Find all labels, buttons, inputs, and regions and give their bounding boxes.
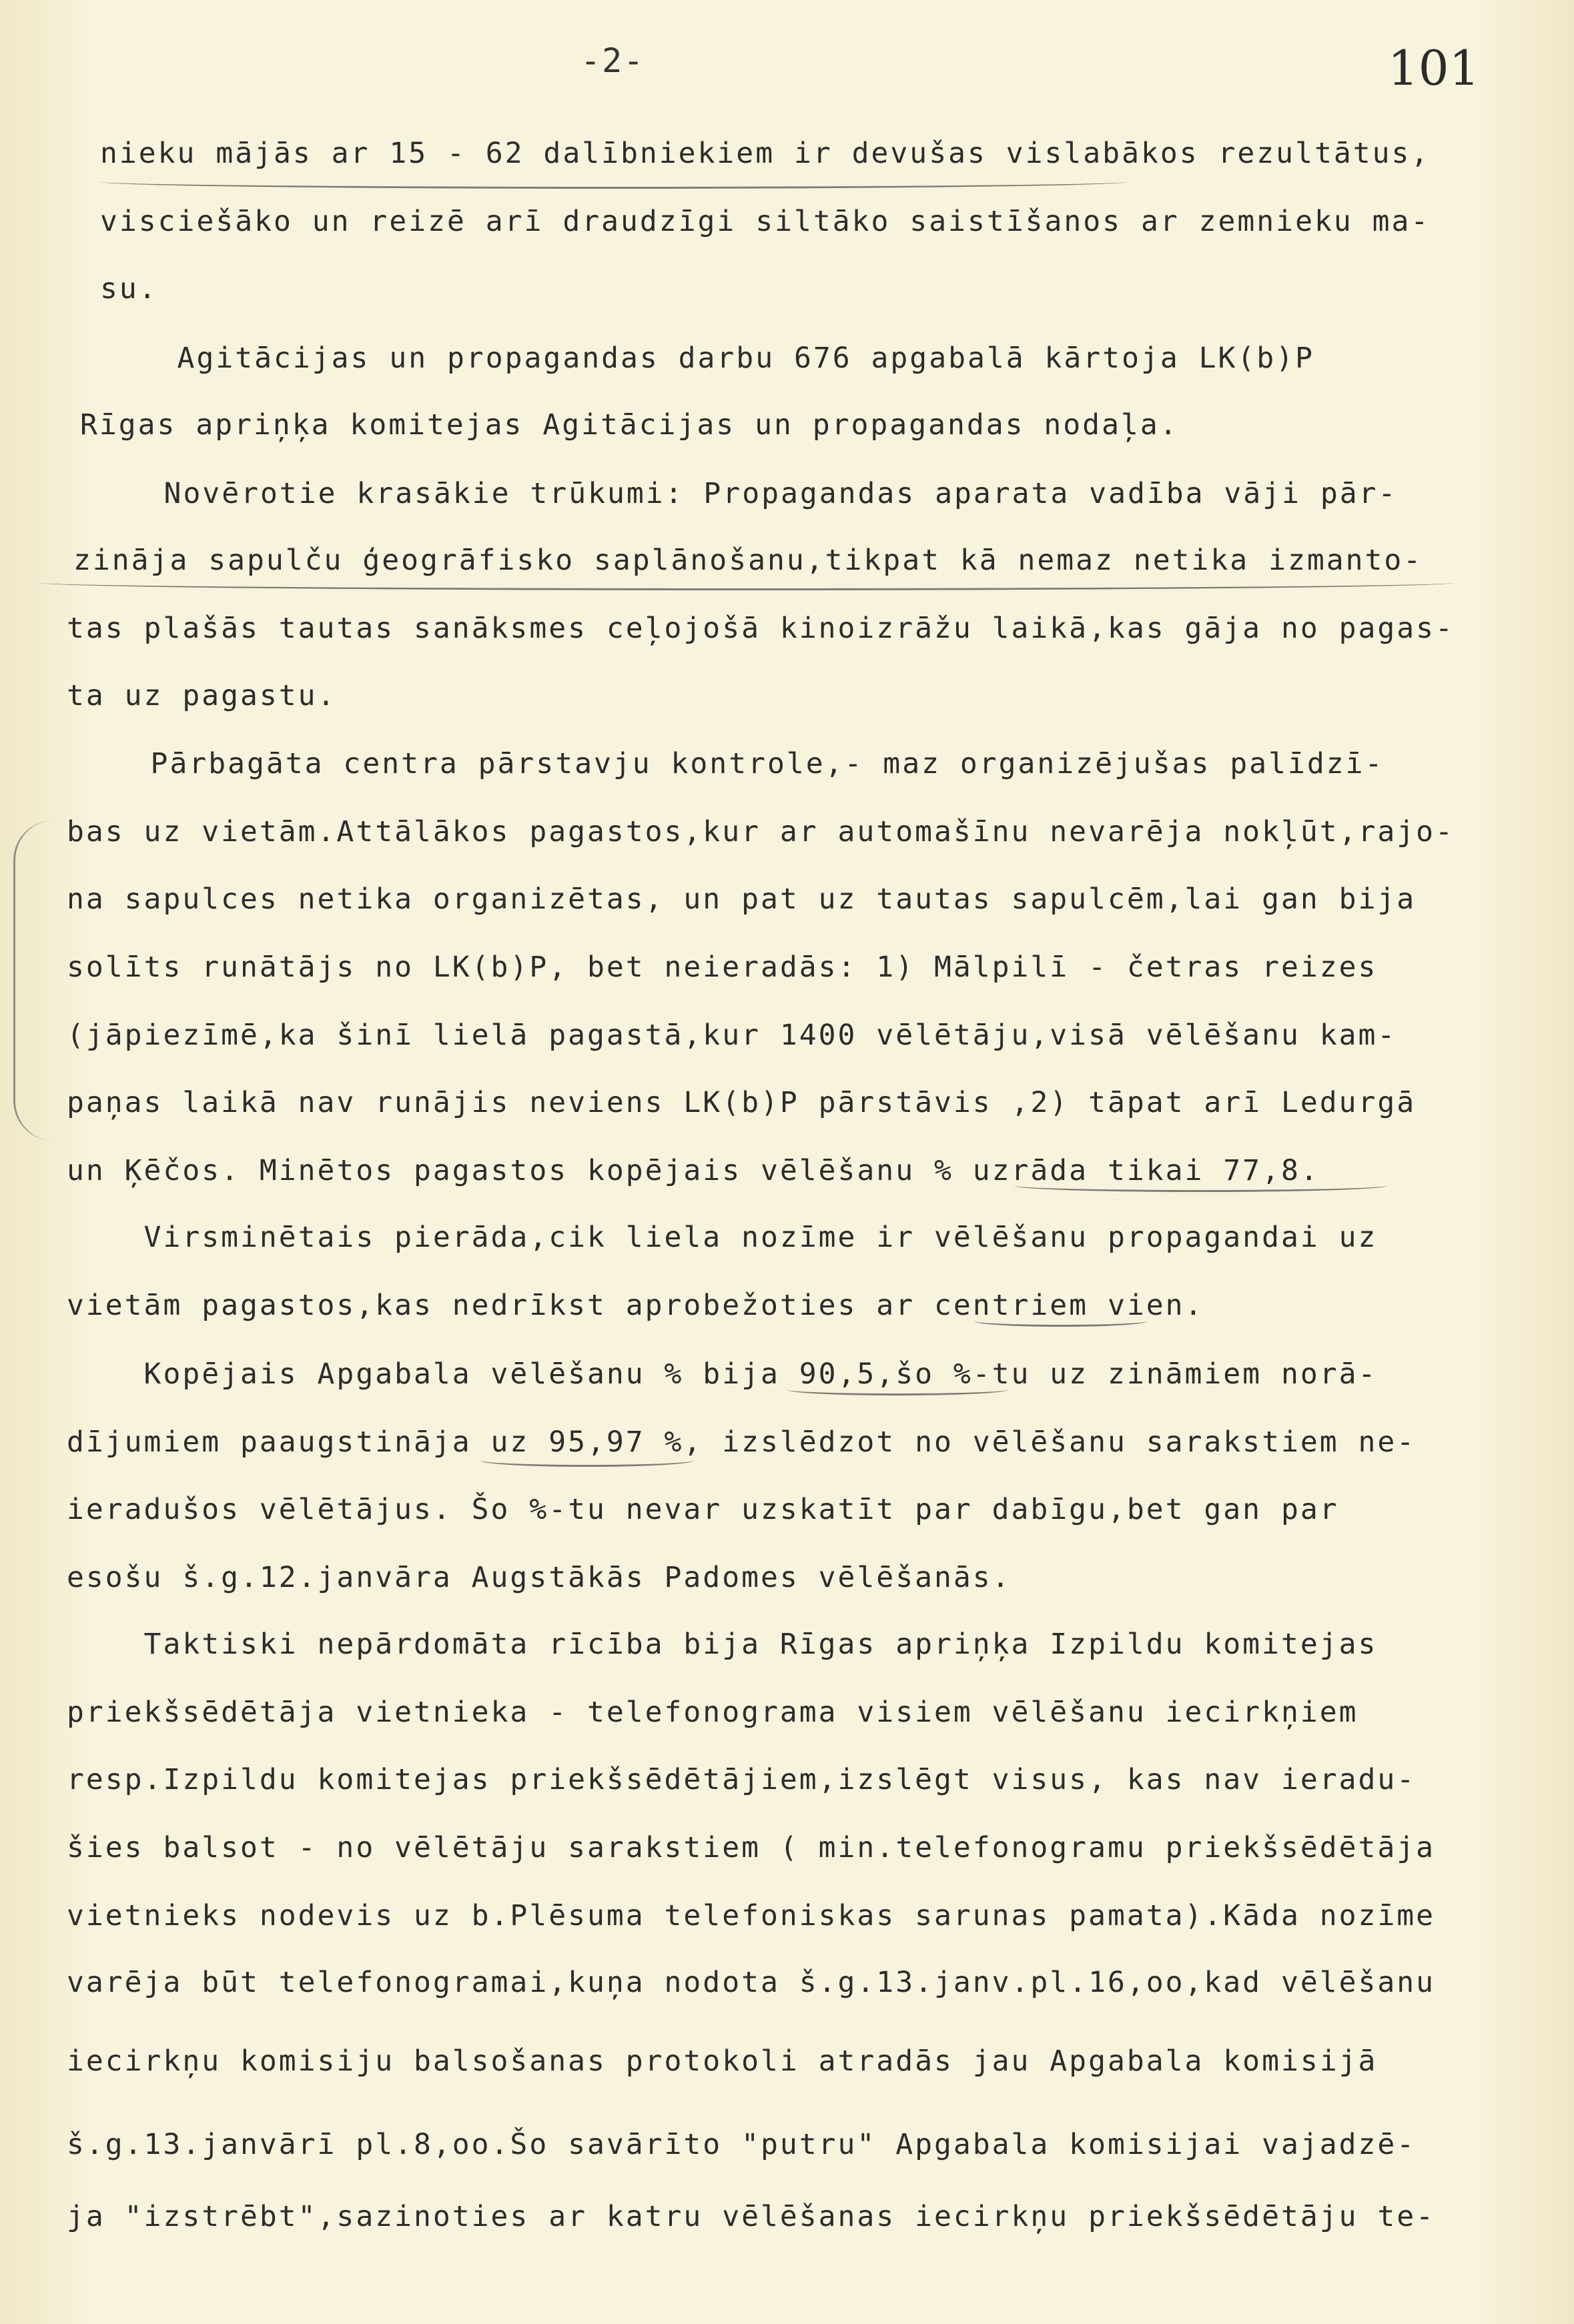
text-line: esošu š.g.12.janvāra Augstākās Padomes vēlēšanās. bbox=[67, 1561, 1012, 1594]
text-line: visciešāko un reizē arī draudzīgi siltāko saistīšanos ar zemnieku ma- bbox=[100, 205, 1431, 238]
text-line: dījumiem paaugstināja uz 95,97 %, izslēdzot no vēlēšanu sarakstiem ne- bbox=[67, 1425, 1417, 1459]
text-line: tas plašās tautas sanāksmes ceļojošā kinoizrāžu laikā,kas gāja no pagas- bbox=[67, 612, 1455, 645]
text-line: Kopējais Apgabala vēlēšanu % bija 90,5,šo %-tu uz zināmiem norā- bbox=[67, 1357, 1378, 1391]
pen-underline bbox=[100, 175, 1128, 189]
text-line: bas uz vietām.Attālākos pagastos,kur ar automašīnu nevarēja nokļūt,rajo- bbox=[67, 815, 1455, 848]
text-line: na sapulces netika organizētas, un pat uz tautas sapulcēm,lai gan bija bbox=[67, 883, 1417, 916]
text-line: iecirkņu komisiju balsošanas protokoli atradās jau Apgabala komisijā bbox=[67, 2045, 1378, 2078]
page-number: -2- bbox=[580, 41, 645, 80]
text-line: vietām pagastos,kas nedrīkst aprobežoties ar centriem vien. bbox=[67, 1289, 1204, 1322]
text-line: Novērotie krasākie trūkumi: Propagandas aparata vadība vāji pār- bbox=[87, 477, 1398, 510]
text-line: un Ķēčos. Minētos pagastos kopējais vēlēšanu % uzrāda tikai 77,8. bbox=[67, 1154, 1320, 1187]
text-line: solīts runātājs no LK(b)P, bet neieradās: 1) Mālpilī - četras reizes bbox=[67, 951, 1378, 984]
text-line: Taktiski nepārdomāta rīcība bija Rīgas apriņķa Izpildu komitejas bbox=[67, 1628, 1378, 1661]
text-line: Virsminētais pierāda,cik liela nozīme ir vēlēšanu propagandai uz bbox=[67, 1221, 1378, 1254]
pen-underline bbox=[40, 575, 1455, 590]
text-line: paņas laikā nav runājis neviens LK(b)P pārstāvis ,2) tāpat arī Ledurgā bbox=[67, 1086, 1417, 1119]
text-line: varēja būt telefonogramai,kuņa nodota š.g.13.janv.pl.16,oo,kad vēlēšanu bbox=[67, 1966, 1436, 1999]
text-line: nieku mājās ar 15 - 62 dalībniekiem ir devušas vislabākos rezultātus, bbox=[100, 137, 1431, 170]
text-line: ta uz pagastu. bbox=[67, 679, 337, 712]
text-line: su. bbox=[100, 272, 158, 306]
text-line: (jāpiezīmē,ka šinī lielā pagastā,kur 1400 vēlētāju,visā vēlēšanu kam- bbox=[67, 1019, 1397, 1052]
text-line: š.g.13.janvārī pl.8,oo.Šo savārīto "putru" Apgabala komisijai vajadzē- bbox=[67, 2128, 1417, 2161]
folio-number: 101 bbox=[1388, 40, 1480, 96]
text-line: ieradušos vēlētājus. Šo %-tu nevar uzskatīt par dabīgu,bet gan par bbox=[67, 1493, 1339, 1526]
text-line: zināja sapulču ģeogrāfisko saplānošanu,tikpat kā nemaz netika izmanto- bbox=[73, 544, 1423, 577]
text-line: Agitācijas un propagandas darbu 676 apgabalā kārtoja LK(b)P bbox=[100, 342, 1314, 375]
text-line: šies balsot - no vēlētāju sarakstiem ( min.telefonogramu priekšsēdētāja bbox=[67, 1831, 1436, 1864]
text-line: resp.Izpildu komitejas priekšsēdētājiem,izslēgt visus, kas nav ieradu- bbox=[67, 1763, 1417, 1796]
text-line: vietnieks nodevis uz b.Plēsuma telefoniskas sarunas pamata).Kāda nozīme bbox=[67, 1899, 1436, 1932]
text-line: Pārbagāta centra pārstavju kontrole,- maz organizējušas palīdzī- bbox=[73, 747, 1385, 780]
text-line: priekšsēdētāja vietnieka - telefonograma visiem vēlēšanu iecirkņiem bbox=[67, 1696, 1358, 1729]
text-line: ja "izstrēbt",sazinoties ar katru vēlēšanas iecirkņu priekšsēdētāju te- bbox=[67, 2200, 1436, 2233]
text-line: Rīgas apriņķa komitejas Agitācijas un propagandas nodaļa. bbox=[80, 408, 1179, 442]
